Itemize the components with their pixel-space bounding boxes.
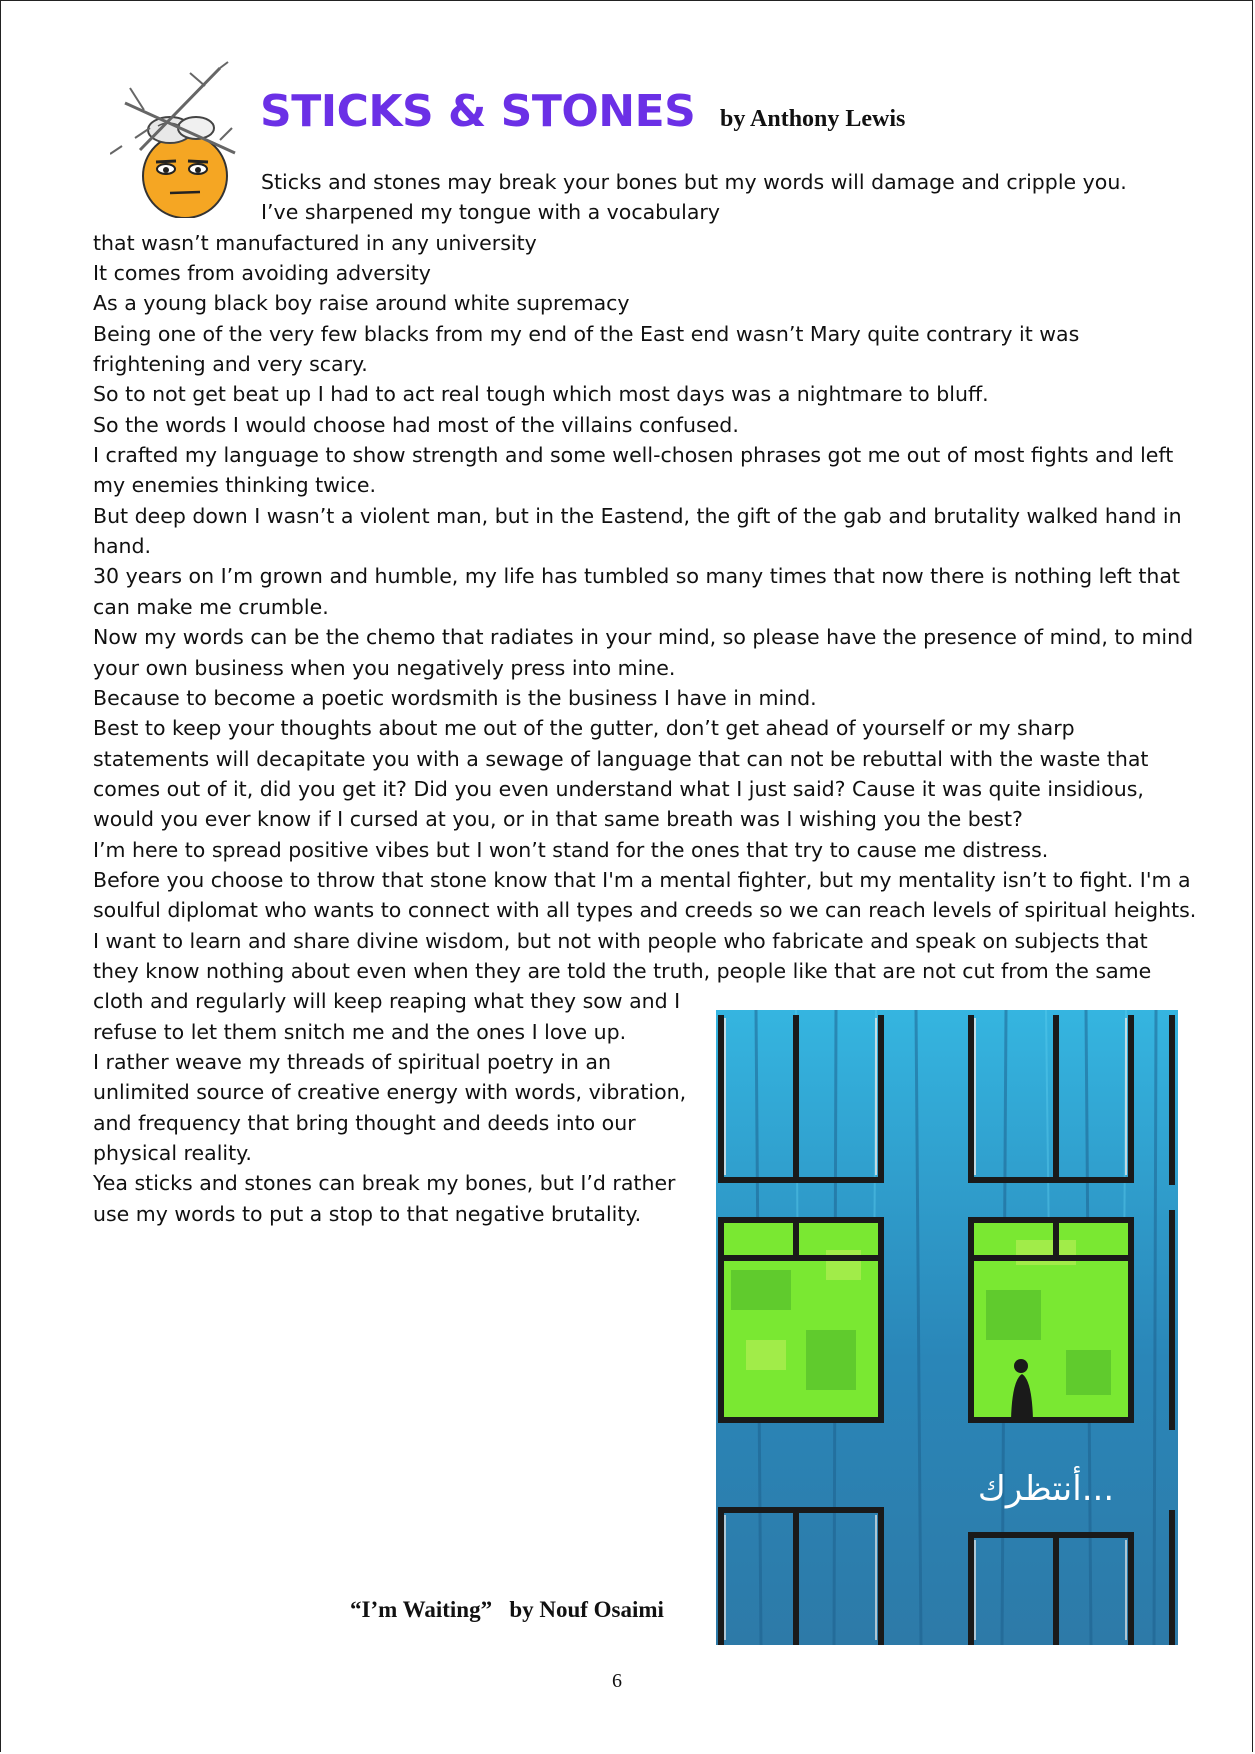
- poem-line: your own business when you negatively press into mine.: [93, 655, 676, 680]
- poem-line: unlimited source of creative energy with words, vibration,: [93, 1080, 687, 1105]
- poem-line: Because to become a poetic wordsmith is the business I have in mind.: [93, 685, 817, 710]
- poem-line: Before you choose to throw that stone know that I'm a mental fighter, but my mentality isn’t to fight. I'm a: [93, 867, 1191, 892]
- poem-line: statements will decapitate you with a sewage of language that can not be rebuttal with the waste that: [93, 746, 1149, 771]
- poem-line: refuse to let them snitch me and the ones I love up.: [93, 1019, 627, 1044]
- article-title: STICKS & STONES: [260, 86, 696, 137]
- poem-line: So the words I would choose had most of the villains confused.: [93, 412, 739, 437]
- poem-line: Sticks and stones may break your bones but my words will damage and cripple you.: [261, 170, 1127, 194]
- poem-line: and frequency that bring thought and deeds into our: [93, 1110, 636, 1135]
- poem-line: that wasn’t manufactured in any university: [93, 230, 537, 255]
- artwork-caption: “I’m Waiting” by Nouf Osaimi: [350, 1597, 664, 1622]
- poem-line: physical reality.: [93, 1141, 252, 1165]
- poem-line: I want to learn and share divine wisdom, but not with people who fabricate and speak on subjects that: [93, 928, 1148, 953]
- poem-line: frightening and very scary.: [93, 352, 368, 377]
- poem-line: It comes from avoiding adversity: [93, 261, 431, 286]
- poem-line: can make me crumble.: [93, 594, 329, 619]
- poem-line: 30 years on I’m grown and humble, my life has tumbled so many times that now there is nothing left that: [93, 564, 1180, 589]
- poem-line: I crafted my language to show strength and some well-chosen phrases got me out of most fights and left: [93, 443, 1174, 468]
- poem-line: comes out of it, did you get it? Did you even understand what I just said? Cause it was quite insidious,: [93, 776, 1144, 801]
- poem-line: Being one of the very few blacks from my end of the East end wasn’t Mary quite contrary it was: [93, 321, 1080, 346]
- poem-line: But deep down I wasn’t a violent man, but in the Eastend, the gift of the gab and brutality walked hand in: [93, 503, 1182, 528]
- poem-line: hand.: [93, 534, 152, 559]
- poem-line: would you ever know if I cursed at you, or in that same breath was I wishing you the best?: [93, 807, 1023, 832]
- poem-line: use my words to put a stop to that negative brutality.: [93, 1201, 642, 1226]
- poem-line: my enemies thinking twice.: [93, 473, 377, 498]
- arabic-text: أنتظرك...: [977, 1469, 1115, 1509]
- poem-line: So to not get beat up I had to act real tough which most days was a nightmare to bluff.: [93, 382, 989, 407]
- poem-line: Now my words can be the chemo that radiates in your mind, so please have the presence of mind, to mind: [93, 625, 1194, 650]
- poem-line: I’m here to spread positive vibes but I won’t stand for the ones that try to cause me distress.: [93, 837, 1049, 862]
- poem-line: they know nothing about even when they are told the truth, people like that are not cut from the same: [93, 958, 1152, 983]
- poem-line: As a young black boy raise around white supremacy: [93, 291, 630, 316]
- poem-line: I rather weave my threads of spiritual poetry in an: [93, 1049, 611, 1074]
- author-byline: by Anthony Lewis: [720, 106, 906, 132]
- page-number: 6: [612, 1670, 622, 1692]
- poem-line: Best to keep your thoughts about me out of the gutter, don’t get ahead of yourself or my sharp: [93, 716, 1075, 741]
- im-waiting-painting: [716, 1010, 1178, 1645]
- poem-line: soulful diplomat who wants to connect with all types and creeds so we can reach levels of spiritual heights.: [93, 898, 1197, 923]
- poem-line: I’ve sharpened my tongue with a vocabulary: [261, 200, 720, 225]
- poem-line: Yea sticks and stones can break my bones, but I’d rather: [93, 1171, 676, 1196]
- poem-line: cloth and regularly will keep reaping what they sow and I: [93, 989, 681, 1014]
